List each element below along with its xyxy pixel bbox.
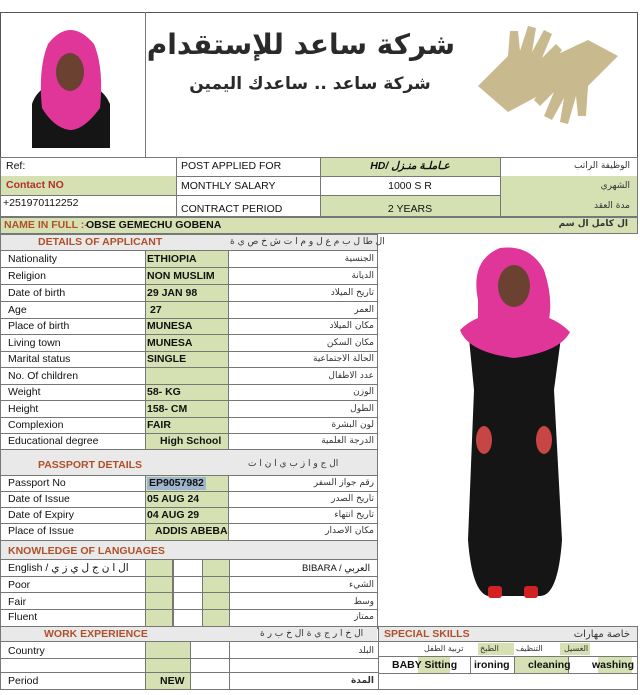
salary-value: 1000 S R (388, 180, 432, 192)
issue-place-value: ADDIS ABEBA (155, 525, 228, 537)
applicant-header-ar: ال طا ل ب م ع ل و م ا ت ش خ ص ي ة (230, 237, 385, 247)
marital-ar: الحالة الاجتماعية (313, 354, 374, 364)
age-value: 27 (150, 304, 162, 316)
contact-label: Contact NO (6, 179, 64, 191)
complexion-value: FAIR (147, 419, 171, 431)
applicant-header: DETAILS OF APPLICANT (38, 236, 163, 248)
religion-ar: الديانة (351, 271, 374, 281)
issue-date-value: 05 AUG 24 (147, 493, 200, 505)
ref-label: Ref: (6, 160, 26, 172)
phone-number: +251970112252 (3, 197, 79, 209)
post-applied-label: POST APPLIED FOR (181, 160, 282, 172)
period-label: Period (8, 675, 39, 687)
complexion-ar: لون البشرة (331, 420, 374, 430)
issue-date-label: Date of Issue (8, 493, 70, 505)
pob-ar: مكان الميلاد (329, 321, 374, 331)
religion-value: NON MUSLIM (147, 270, 215, 282)
work-header: WORK EXPERIENCE (44, 628, 148, 640)
contract-label: CONTRACT PERIOD (181, 203, 283, 215)
age-ar: العمر (354, 305, 374, 315)
dob-label: Date of birth (8, 287, 66, 299)
languages-header: KNOWLEDGE OF LANGUAGES (8, 545, 165, 557)
fair-label: Fair (8, 596, 27, 608)
education-ar: الدرجة العلمية (321, 436, 374, 446)
full-body-photo (440, 240, 590, 610)
dob-ar: تاريخ الميلاد (330, 288, 374, 298)
expiry-date-ar: تاريخ انتهاء (334, 510, 374, 520)
name-label-ar: ال كامل ال سم (558, 219, 628, 229)
period-ar: المدة (350, 676, 374, 686)
weight-value: 58- KG (147, 386, 181, 398)
portrait-photo (18, 18, 122, 148)
skill-baby-sitting: BABY Sitting (392, 659, 458, 671)
passport-no-ar: رقم جواز السفر (313, 478, 374, 488)
issue-place-ar: مكان الاصدار (325, 526, 374, 536)
issue-date-ar: تاريخ الصدر (331, 494, 374, 504)
skill-sub-cooking: الطبخ (480, 644, 499, 653)
dob-value: 29 JAN 98 (147, 287, 198, 299)
contract-value: 2 YEARS (387, 203, 433, 215)
education-value: High School (160, 435, 222, 447)
passport-no-value: EP9057982 (149, 477, 204, 489)
height-label: Height (8, 403, 39, 415)
nationality-value: ETHIOPIA (147, 253, 197, 265)
height-ar: الطول (350, 404, 374, 414)
english-label: English / ال ا ن ج ل ي ز ي (8, 562, 129, 574)
height-value: 158- CM (147, 403, 188, 415)
living-town-label: Living town (8, 337, 61, 349)
full-name: OBSE GEMECHU GOBENA (86, 219, 222, 231)
skill-cleaning: cleaning (528, 659, 571, 671)
skill-washing: washing (592, 659, 635, 671)
fluent-label: Fluent (8, 611, 38, 623)
skill-sub-cleaning: التنظيف (516, 644, 543, 653)
contract-label-ar: مدة العقد (594, 201, 630, 211)
poor-ar: الشيء (348, 580, 374, 590)
fluent-ar: ممتاز (354, 612, 374, 622)
weight-label: Weight (8, 386, 41, 398)
salary-label: MONTHLY SALARY (181, 180, 276, 192)
company-logo (468, 16, 628, 136)
company-name: شركة ساعد للإستقدام (146, 28, 455, 61)
nationality-label: Nationality (8, 253, 58, 265)
expiry-date-label: Date of Expiry (8, 509, 74, 521)
skill-sub-childcare: تربية الطفل (424, 644, 464, 653)
nationality-ar: الجنسية (344, 254, 374, 264)
pob-value: MUNESA (147, 320, 193, 332)
passport-header: PASSPORT DETAILS (38, 459, 143, 471)
skills-header-ar: خاصة مهارات (573, 629, 630, 640)
pob-label: Place of birth (8, 320, 70, 332)
post-label-ar: الوظيفة الراتب (573, 161, 630, 171)
religion-label: Religion (8, 270, 46, 282)
skill-ironing: ironing (474, 659, 510, 671)
age-label: Age (8, 304, 27, 316)
passport-header-ar: ال ج و ا ز ب ي ا ن ا ت (248, 459, 339, 469)
education-label: Educational degree (8, 435, 99, 447)
issue-place-label: Place of Issue (8, 525, 74, 537)
passport-no-label: Passport No (8, 477, 66, 489)
country-label: Country (8, 645, 45, 657)
company-slogan: شركة ساعد .. ساعدك اليمين (189, 74, 431, 94)
name-label: NAME IN FULL :- (4, 219, 88, 231)
children-ar: عدد الاطفال (328, 371, 374, 381)
skill-sub-washing: الغسيل (564, 644, 589, 653)
period-value: NEW (160, 675, 185, 687)
weight-ar: الوزن (353, 387, 374, 397)
children-label: No. Of children (8, 370, 79, 382)
fair-ar: وسط (353, 597, 374, 607)
marital-value: SINGLE (147, 353, 187, 365)
skills-header: SPECIAL SKILLS (384, 628, 470, 640)
expiry-date-value: 04 AUG 29 (147, 509, 200, 521)
post-value: HD/ عـاملـة منـزل (370, 160, 450, 172)
country-ar: البلد (358, 646, 374, 656)
living-town-ar: مكان السكن (326, 338, 374, 348)
living-town-value: MUNESA (147, 337, 193, 349)
work-header-ar: ال خ ا ر ج ي ة ال خ ب ر ة (260, 629, 364, 639)
poor-label: Poor (8, 579, 31, 591)
salary-label-ar: الشهري (600, 181, 630, 191)
arabic-label: BIBARA / العربي (302, 563, 371, 574)
marital-label: Marital status (8, 353, 71, 365)
complexion-label: Complexion (8, 419, 64, 431)
